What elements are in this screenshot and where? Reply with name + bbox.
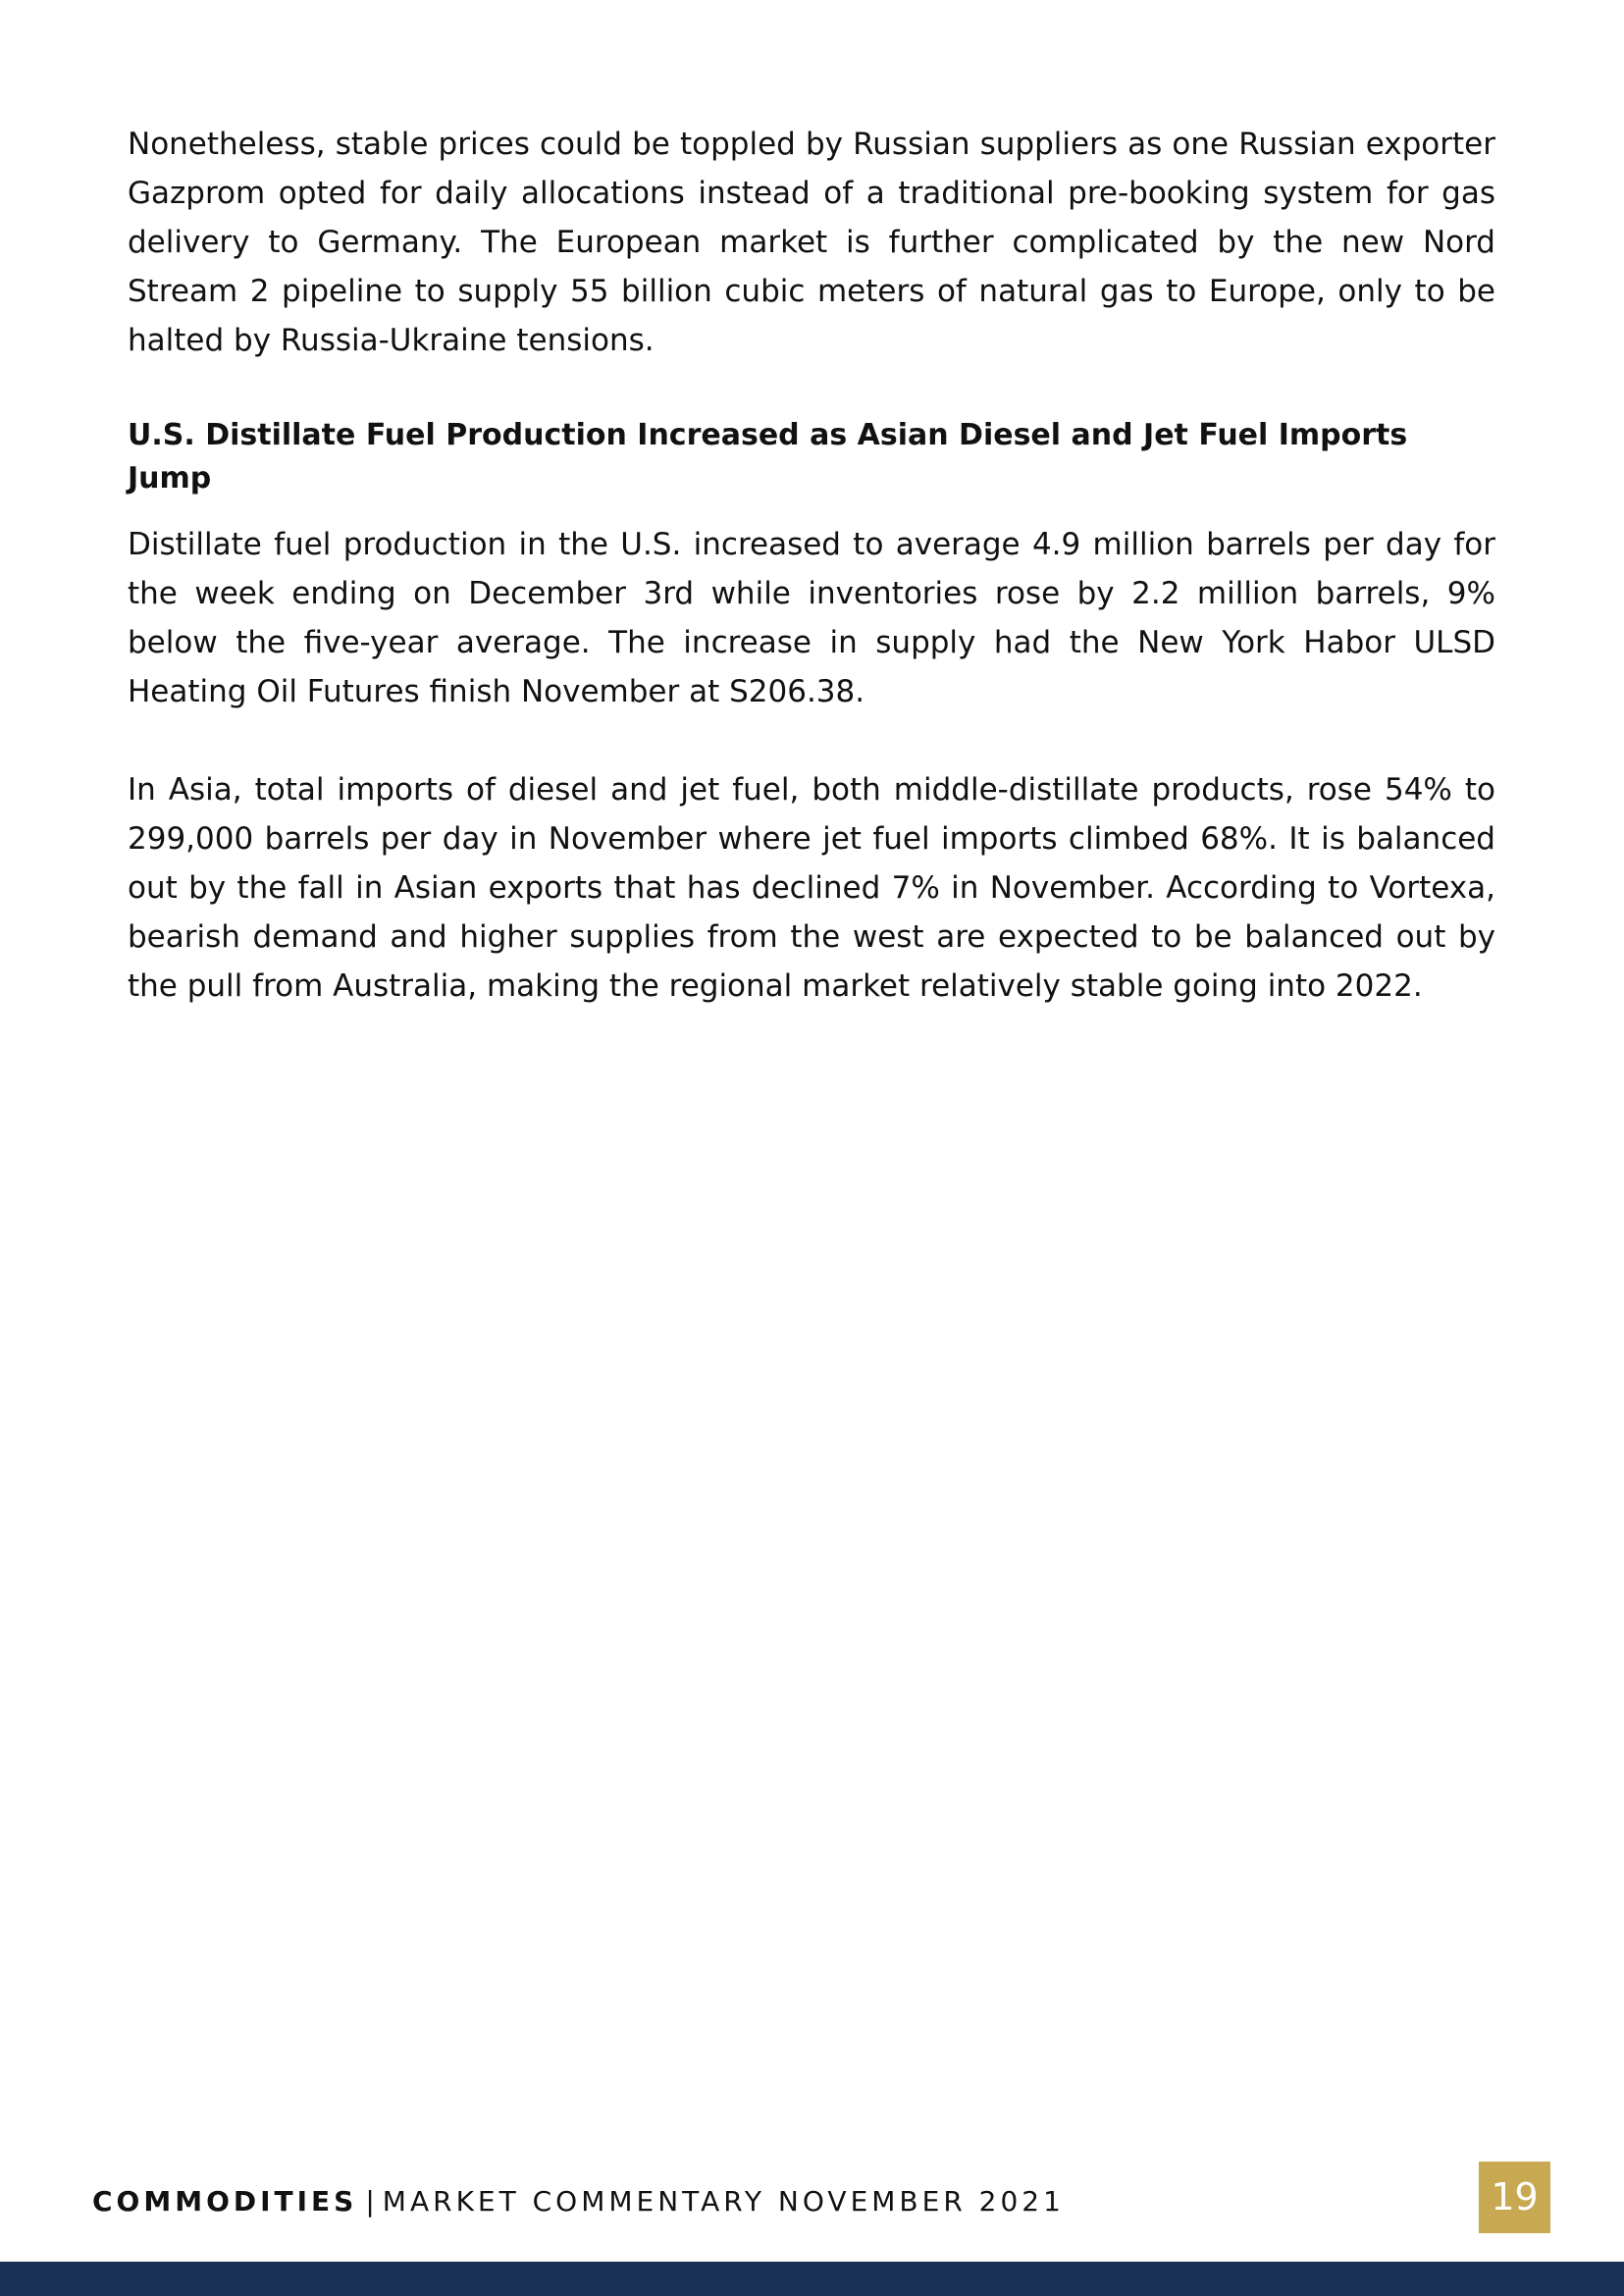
footer-brand: COMMODITIES <box>92 2185 358 2218</box>
page-content <box>128 120 1495 1011</box>
body-paragraph: Nonetheless, stable prices could be toppled by Russian suppliers as one Russian exporter Gazprom opted for daily allocations instead of a traditional pre-booking system for gas delivery to Germany. The European market is further complicated by the new Nord Stream 2 pipeline to supply 55 billion cubic meters of natural gas to Europe, only to be halted by Russia-Ukraine tensions. <box>128 127 1495 358</box>
footer-subtitle: MARKET COMMENTARY NOVEMBER 2021 <box>382 2185 1065 2218</box>
page-footer <box>92 2182 1065 2221</box>
body-paragraph: Distillate fuel production in the U.S. increased to average 4.9 million barrels per day for the week ending on December 3rd while inventories rose by 2.2 million barrels, 9% below the five-year average. The increase in supply had the New York Habor ULSD Heating Oil Futures finish November at S206.38. <box>128 527 1495 709</box>
body-paragraph: In Asia, total imports of diesel and jet fuel, both middle-distillate products, rose 54% to 299,000 barrels per day in November where jet fuel imports climbed 68%. It is balanced out by the fall in Asian exports that has declined 7% in November. According to Vortexa, bearish demand and higher supplies from the west are expected to be balanced out by the pull from Australia, making the regional market relatively stable going into 2022. <box>128 772 1495 1004</box>
bottom-bar <box>0 2262 1624 2296</box>
footer-separator: | <box>365 2185 375 2218</box>
section-heading: U.S. Distillate Fuel Production Increased as Asian Diesel and Jet Fuel Imports Jump <box>128 418 1408 496</box>
page-number-badge: 19 <box>1479 2162 1550 2233</box>
